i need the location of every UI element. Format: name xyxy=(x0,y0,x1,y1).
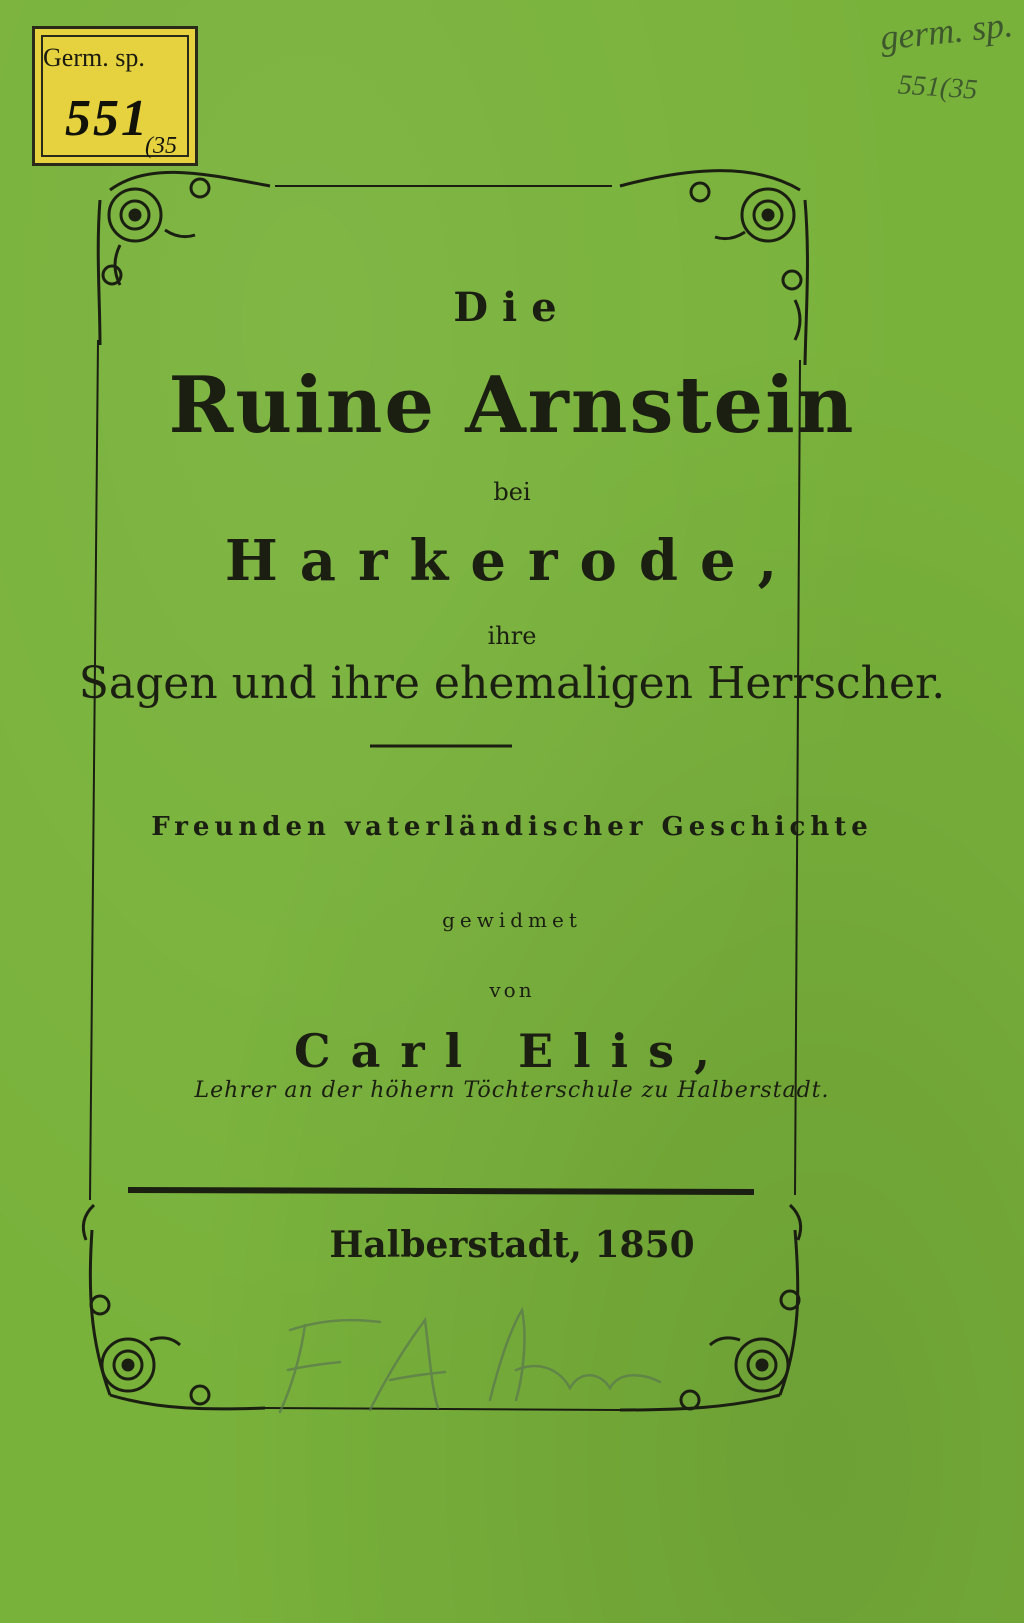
dedication-verb: gewidmet xyxy=(442,908,582,932)
main-title: Ruine Arnstein xyxy=(168,360,856,451)
shelfmark-number: 551 xyxy=(65,90,149,147)
shelfmark-collection: Germ. sp. xyxy=(43,43,145,72)
handwritten-signature xyxy=(260,1300,680,1420)
pencil-note-collection: germ. sp. xyxy=(878,4,1015,58)
title-connector: ihre xyxy=(487,622,537,650)
author-name: Carl Elis, xyxy=(293,1024,731,1078)
pencil-note-number: 551(35 xyxy=(897,69,979,106)
title-place: Harkerode, xyxy=(224,528,800,594)
shelfmark-volume: (35 xyxy=(145,133,177,159)
title-article: Die xyxy=(453,284,571,331)
subtitle: Sagen und ihre ehemaligen Herrscher. xyxy=(78,658,946,709)
author-by: von xyxy=(489,978,535,1002)
dedication-line: Freunden vaterländischer Geschichte xyxy=(151,812,873,842)
author-role: Lehrer an der höhern Töchterschule zu Halberstadt. xyxy=(194,1078,830,1103)
title-preposition: bei xyxy=(493,478,531,506)
corner-ornament-top-right xyxy=(620,171,807,365)
imprint-place-year: Halberstadt, 1850 xyxy=(329,1224,695,1266)
